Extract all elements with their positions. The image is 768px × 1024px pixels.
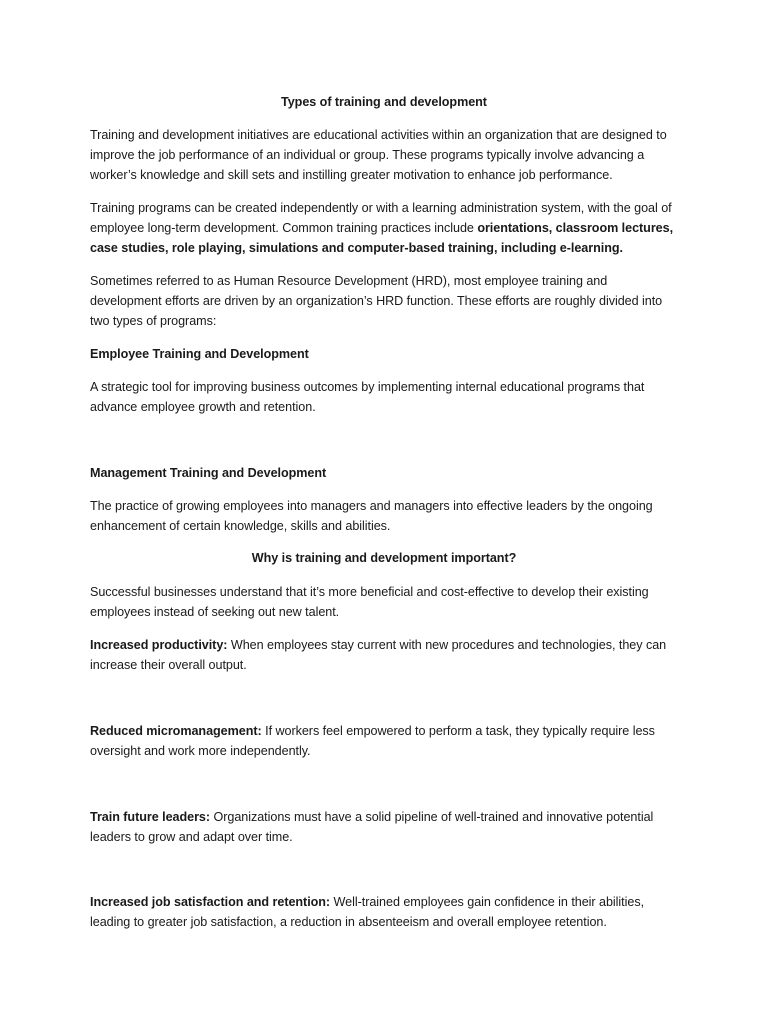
benefit-text: Organizations must have a solid pipeline of well-trained and innovative potential leaders to grow and adapt over time. — [90, 810, 654, 844]
benefit-label: Increased productivity: — [90, 638, 228, 652]
benefit-label: Train future leaders: — [90, 810, 211, 824]
hrd-paragraph: Sometimes referred to as Human Resource Development (HRD), most employee training and development efforts are driven by an organization’s HRD function. These efforts are roughly divided into two types of programs: — [90, 274, 663, 328]
management-training-heading-text: Management Training and Development — [90, 466, 327, 480]
benefit-text: Well-trained employees gain confidence in their abilities, leading to greater job satisfaction, a reduction in absenteeism and overall employee retention. — [90, 895, 645, 929]
management-training-paragraph: The practice of growing employees into managers and managers into effective leaders by the ongoing enhancement of certain knowledge, skills and abilities. — [90, 499, 653, 533]
benefit-train-future-leaders — [90, 807, 680, 847]
employee-training-heading-text: Employee Training and Development — [90, 347, 309, 361]
benefit-job-satisfaction — [90, 892, 680, 932]
why-important-heading — [0, 548, 768, 568]
document-title — [0, 92, 768, 112]
benefit-label: Increased job satisfaction and retention: — [90, 895, 331, 909]
employee-training-paragraph: A strategic tool for improving business outcomes by implementing internal educational programs that advance employee growth and retention. — [90, 380, 645, 414]
benefit-increased-productivity — [90, 635, 680, 675]
why-important-heading-text: Why is training and development important? — [251, 551, 517, 565]
benefit-text: If workers feel empowered to perform a task, they typically require less oversight and work more independently. — [90, 724, 655, 758]
training-programs-text: Training programs can be created independently or with a learning administration system, with the goal of employee long-term development. Common training practices include — [90, 201, 672, 235]
document-title-text: Types of training and development — [281, 95, 487, 109]
intro-paragraph: Training and development initiatives are educational activities within an organization that are designed to improve the job performance of an individual or group. These programs typically involve advancing a worker’s knowledge and skill sets and instilling greater motivation to enhance job performance. — [90, 128, 667, 182]
benefit-reduced-micromanagement — [90, 721, 680, 761]
benefit-text: When employees stay current with new procedures and technologies, they can increase their overall output. — [90, 638, 667, 672]
training-practices-list: orientations, classroom lectures, case studies, role playing, simulations and computer-based training, including e-learning. — [90, 221, 674, 255]
training-programs-paragraph — [90, 198, 680, 258]
employee-training-heading — [90, 344, 680, 364]
why-important-paragraph: Successful businesses understand that it’s more beneficial and cost-effective to develop their existing employees instead of seeking out new talent. — [90, 585, 649, 619]
benefit-label: Reduced micromanagement: — [90, 724, 262, 738]
management-training-heading — [90, 463, 680, 483]
